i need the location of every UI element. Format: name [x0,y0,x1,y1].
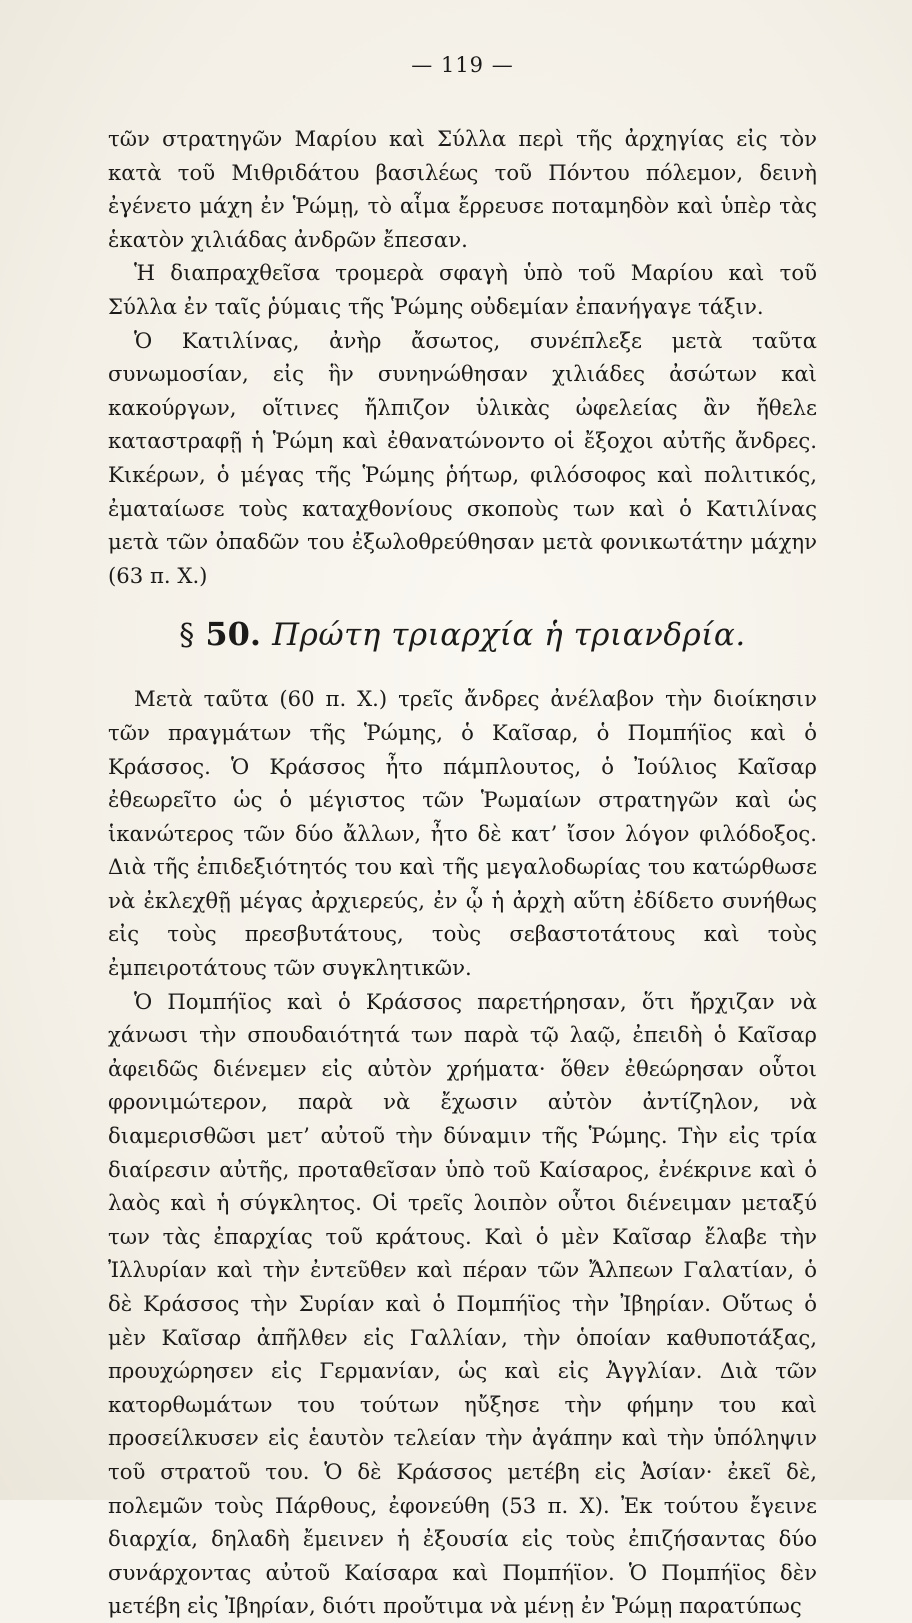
section-number: 50. [205,615,262,654]
section-heading [108,614,817,660]
paragraph-division-of-power: Ὁ Πομπήϊος καὶ ὁ Κράσσος παρετήρησαν, ὅτι ἤρχιζαν νὰ χάνωσι τὴν σπουδαιότητά των παρὰ τῷ λαῷ, ἐπειδὴ ὁ Καῖσαρ ἀφειδῶς διένεμεν εἰς αὐτὸν χρήματα· ὅθεν ἐθεώρησαν οὗτοι φρονιμώτερον, παρὰ νὰ ἔχωσιν αὐτὸν ἀντίζηλον, νὰ διαμερισθῶσι μετ’ αὐτοῦ τὴν δύναμιν τῆς Ῥώμης. Τὴν εἰς τρία διαίρεσιν αὐτῆς, προταθεῖσαν ὑπὸ τοῦ Καίσαρος, ἐνέκρινε καὶ ὁ λαὸς καὶ ἡ σύγκλητος. Οἱ τρεῖς λοιπὸν οὗτοι διένειμαν μεταξύ των τὰς ἐπαρχίας τοῦ κράτους. Καὶ ὁ μὲν Καῖσαρ ἔλαβε τὴν Ἰλλυρίαν καὶ τὴν ἐντεῦθεν καὶ πέραν τῶν Ἄλπεων Γαλατίαν, ὁ δὲ Κράσσος τὴν Συρίαν καὶ ὁ Πομπήϊος τὴν Ἰβηρίαν. Οὕτως ὁ μὲν Καῖσαρ ἀπῆλθεν εἰς Γαλλίαν, τὴν ὁποίαν καθυποτάξας, προυχώρησεν εἰς Γερμανίαν, ὡς καὶ εἰς Ἀγγλίαν. Διὰ τῶν κατορθωμάτων του τούτων ηὔξησε τὴν φήμην του καὶ προσείλκυσεν εἰς ἑαυτὸν τελείαν τὴν ἀγάπην καὶ τὴν ὑπόληψιν τοῦ στρατοῦ του. Ὁ δὲ Κράσσος μετέβη εἰς Ἀσίαν· ἐκεῖ δὲ, πολεμῶν τοὺς Πάρθους, ἐφονεύθη (53 π. Χ). Ἐκ τούτου ἔγεινε διαρχία, δηλαδὴ ἔμεινεν ἡ ἐξουσία εἰς τοὺς ἐπιζήσαντας δύο συνάρχοντας αὐτοῦ Καίσαρα καὶ Πομπήϊον. Ὁ Πομπήϊος δὲν μετέβη εἰς Ἰβηρίαν, διότι προὔτιμα νὰ μένῃ ἐν Ῥώμῃ παρατύπως [108,988,817,1619]
paragraph-marius-sulla: τῶν στρατηγῶν Μαρίου καὶ Σύλλα περὶ τῆς ἀρχηγίας εἰς τὸν κατὰ τοῦ Μιθριδάτου βασιλέως τοῦ Πόντου πόλεμον, δεινὴ ἐγένετο μάχη ἐν Ῥώμῃ, τὸ αἷμα ἔρρευσε ποταμηδὸν καὶ ὑπὲρ τὰς ἑκατὸν χιλιάδας ἀνδρῶν ἔπεσαν. [108,126,817,252]
paragraph-triumvirate-intro: Μετὰ ταῦτα (60 π. Χ.) τρεῖς ἄνδρες ἀνέλαβον τὴν διοίκησιν τῶν πραγμάτων τῆς Ῥώμης, ὁ Καῖσαρ, ὁ Πομπήϊος καὶ ὁ Κράσσος. Ὁ Κράσσος ἦτο πάμπλουτος, ὁ Ἰούλιος Καῖσαρ ἐθεωρεῖτο ὡς ὁ μέγιστος τῶν Ῥωμαίων στρατηγῶν καὶ ὡς ἱκανώτερος τῶν δύο ἄλλων, ἦτο δὲ κατ’ ἴσον λόγον φιλόδοξος. Διὰ τῆς ἐπιδεξιότητός του καὶ τῆς μεγαλοδωρίας του κατώρθωσε νὰ ἐκλεχθῇ μέγας ἀρχιερεύς, ἐν ᾧ ἡ ἀρχὴ αὕτη ἐδίδετο συνήθως εἰς τοὺς πρεσβυτάτους, τοὺς σεβαστοτάτους καὶ τοὺς ἐμπειροτάτους τῶν συγκλητικῶν. [108,686,817,981]
paragraph-massacre: Ἡ διαπραχθεῖσα τρομερὰ σφαγὴ ὑπὸ τοῦ Μαρίου καὶ τοῦ Σύλλα ἐν ταῖς ῥύμαις τῆς Ῥώμης οὐδεμίαν ἐπανήγαγε τάξιν. [108,260,817,319]
section-mark: § [179,618,195,654]
section-title: Πρώτη τριαρχία ἡ τριανδρία. [272,617,746,654]
paragraph-catiline: Ὁ Κατιλίνας, ἀνὴρ ἄσωτος, συνέπλεξε μετὰ ταῦτα συνωμοσίαν, εἰς ἣν συνηνώθησαν χιλιάδες ἀσώτων καὶ κακούργων, οἵτινες ἤλπιζον ὑλικὰς ὠφελείας ἂν ἤθελε καταστραφῇ ἡ Ῥώμη καὶ ἐθανατώνοντο οἱ ἔξοχοι αὐτῆς ἄνδρες. Κικέρων, ὁ μέγας τῆς Ῥώμης ῥήτωρ, φιλόσοφος καὶ πολιτικός, ἐματαίωσε τοὺς καταχθονίους σκοποὺς των καὶ ὁ Κατιλίνας μετὰ τῶν ὀπαδῶν του ἐξωλοθρεύθησαν μετὰ φονικωτάτην μάχην (63 π. Χ.) [108,327,817,588]
page-number: — 119 — [411,53,514,77]
